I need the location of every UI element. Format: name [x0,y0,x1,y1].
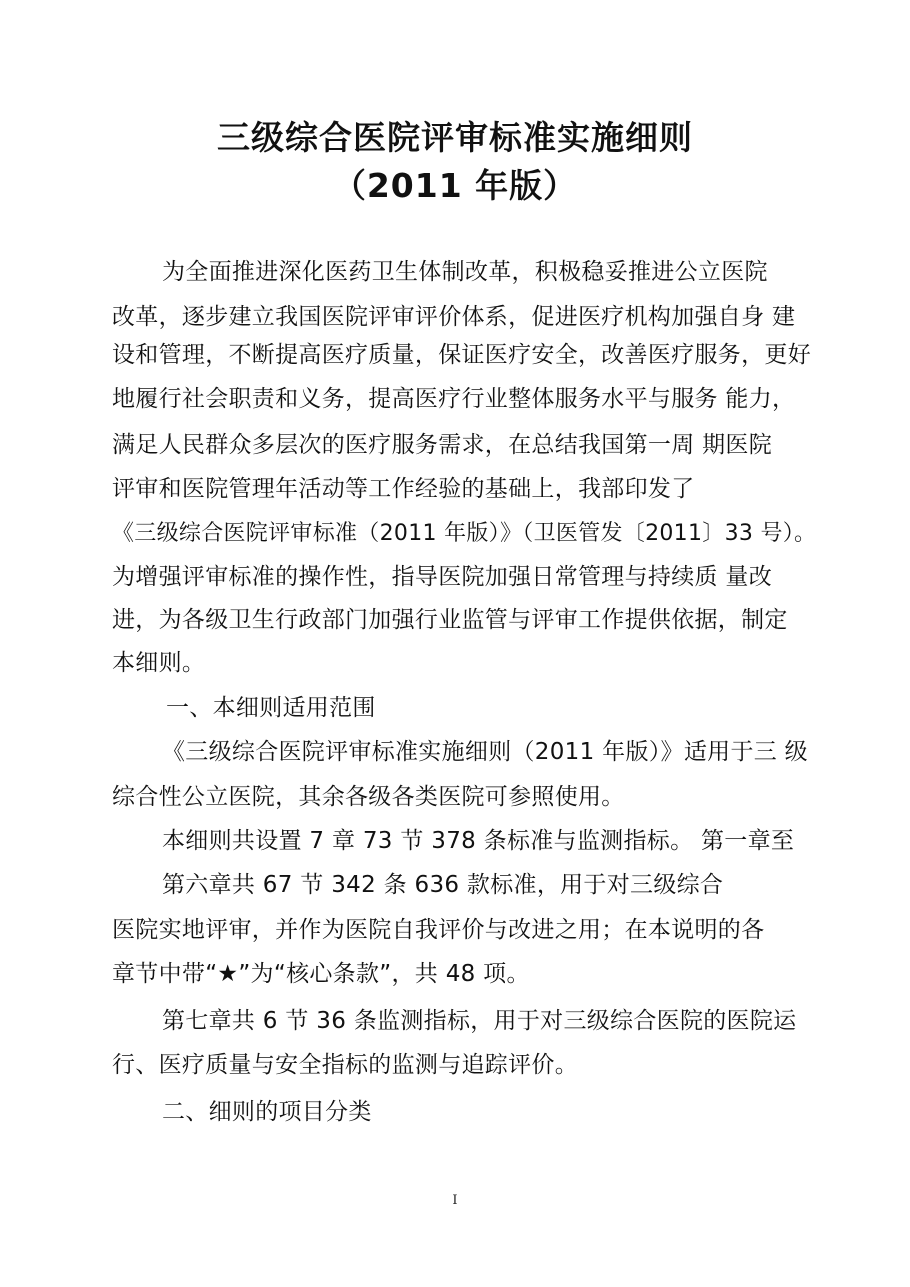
paragraph-line: 地履行社会职责和义务，提高医疗行业整体服务水平与服务 能力， [112,386,796,412]
section-heading: 一、本细则适用范围 [166,695,376,721]
paragraph-line: 为全面推进深化医药卫生体制改革，积极稳妥推进公立医院 [162,259,768,285]
paragraph-line: 设和管理，不断提高医疗质量，保证医疗安全，改善医疗服务，更好 [112,342,811,368]
paragraph-line: 为增强评审标准的操作性，指导医院加强日常管理与持续质 量改 [112,564,773,590]
paragraph-line: 第七章共 6 节 36 条监测指标，用于对三级综合医院的医院运 [162,1008,797,1034]
page-number: I [452,1193,458,1208]
paragraph-line: 进，为各级卫生行政部门加强行业监管与评审工作提供依据，制定 [112,607,788,633]
section-heading: 二、细则的项目分类 [162,1099,372,1125]
document-title: 三级综合医院评审标准实施细则 [217,118,693,157]
paragraph-line: 章节中带“★”为“核心条款”，共 48 项。 [112,961,530,987]
paragraph-line: 本细则。 [112,650,206,676]
paragraph-line: 评审和医院管理年活动等工作经验的基础上，我部印发了 [112,476,695,502]
paragraph-line: 第六章共 67 节 342 条 636 款标准，用于对三级综合 [162,872,724,898]
document-edition: （2011 年版） [332,166,578,205]
paragraph-line: 本细则共设置 7 章 73 节 378 条标准与监测指标。 第一章至 [162,828,795,854]
paragraph-line: 行、医疗质量与安全指标的监测与追踪评价。 [112,1052,578,1078]
paragraph-line: 《三级综合医院评审标准（2011 年版）》（卫医管发〔2011〕33 号）。 [112,521,817,546]
paragraph-line: 改革，逐步建立我国医院评审评价体系，促进医疗机构加强自身 建 [112,304,796,330]
paragraph-line: 满足人民群众多层次的医疗服务需求，在总结我国第一周 期医院 [112,432,773,458]
paragraph-line: 医院实地评审，并作为医院自我评价与改进之用；在本说明的各 [112,917,765,943]
paragraph-line: 《三级综合医院评审标准实施细则（2011 年版）》适用于三 级 [162,739,808,765]
paragraph-line: 综合性公立医院，其余各级各类医院可参照使用。 [112,784,625,810]
